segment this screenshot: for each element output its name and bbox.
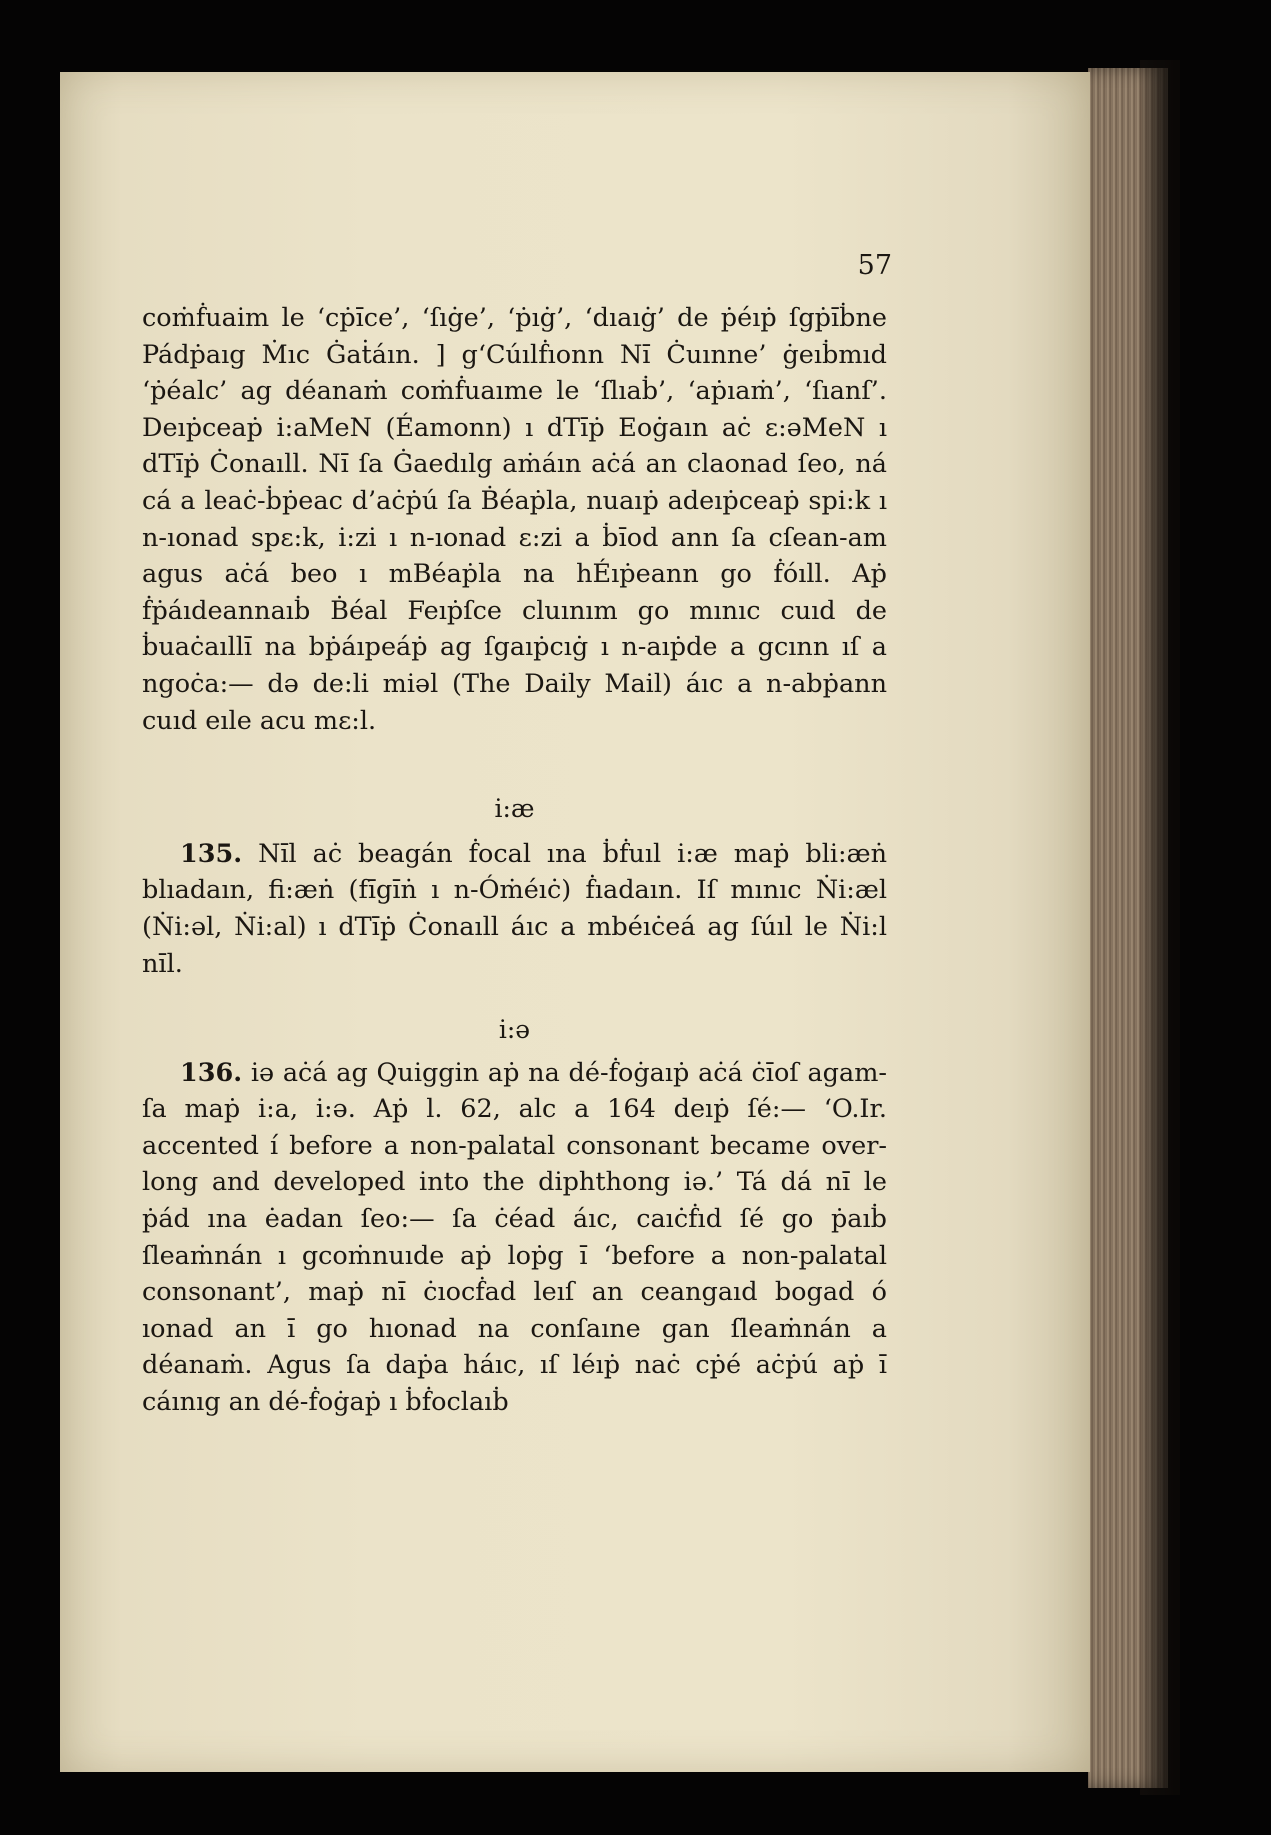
section-heading-136: i:ə [498,1015,531,1045]
paragraph-text: Nı̄l aċ beagán ḟocal ına ḃḟuıl i:æ maṗ bli:æṅ blıadaın, fi:æṅ (fı̄gı̄ṅ ı n-Óṁéıċ) ḟıadaın. Iſ mınıc Ṅi:æl (Ṅi:əl, Ṅi:al) ı dTı̄ṗ Ċonaıll áıc a mbéıċeá ag ſúıl le Ṅi:l nı̄l. [142,838,887,979]
paragraph-number: 136. [180,1057,243,1088]
section-heading-135: i:æ [494,794,535,824]
intro-paragraph: coṁḟuaim le ‘cṗı̄ce’, ‘ſıġe’, ‘ṗıġ’, ‘dıaıġ’ de ṗéıṗ ſgṗı̄ḃne Pádṗaıg Ṁıc Ġaṫáın. ] g‘Cúılḟıonn Nı̄ Ċuınne’ ġeıḃmıd ‘ṗéalc’ ag déanaṁ coṁḟuaıme le ‘ſlıaḃ’, ‘aṗıaṁ’, ‘ſıanſ’. Deıṗceaṗ i:aMeN (Éamonn) ı dTı̄ṗ Eoġaın aċ ɛ:əMeN ı dTı̄ṗ Ċonaıll. Nı̄ ſa Ġaedılg aṁáın aċá an claonad ſeo, ná cá a leaċ-ḃṗeac d’aċṗú ſa Ḃéaṗla, nuaıṗ adeıṗceaṗ spi:k ı n-ıonad spɛ:k, i:zi ı n-ıonad ɛ:zi a ḃı̄od ann ſa cſean-am agus aċá beo ı mBéaṗla na hÉıṗeann go ḟóıll. Aṗ ḟṗáıdeannaıḃ Ḃéal Feıṗſce cluınım go mınıc cuıd de ḃuaċaıllı̄ na bṗáıpeáṗ ag ſgaıṗcıġ ı n-aıṗde a gcınn ıſ a ngoċa:— də de:li miəl (The Daily Mail) áıc a n-abṗann cuıd eıle acu mɛ:l. [142,303,887,736]
page-number: 57 [857,250,892,281]
paragraph-number: 135. [180,838,243,869]
page-body [142,300,887,1421]
paragraph-text: iə aċá ag Quiggin aṗ na dé-ḟoġaıṗ aċá ċı̄oſ agam-ſa maṗ i:a, i:ə. Aṗ l. 62, alc a 164 deıṗ ſé:— ‘O.Ir. accented í before a non-palatal consonant became over-long and developed into the diphthong iə.’ Tá dá nı̄ le ṗád ına ėadan ſeo:— ſa ċéad áıc, caıċḟıd ſé go ṗaıḃ ſleaṁnán ı gcoṁnuıde aṗ loṗg ı̄ ‘before a non-palatal consonant’, maṗ nı̄ ċıocḟad leıſ an ceangaıd bogad ó ıonad an ı̄ go hıonad na conſaıne gan ſleaṁnán a déanaṁ. Agus ſa daṗa háıc, ıſ léıṗ naċ cṗé aċṗú aṗ ı̄ cáınıg an dé-ḟoġaṗ ı ḃḟoclaıḃ [142,1057,887,1418]
paragraph-135 [142,836,887,982]
paragraph-136 [142,1055,887,1421]
book-spine-shadow [1140,60,1180,1795]
